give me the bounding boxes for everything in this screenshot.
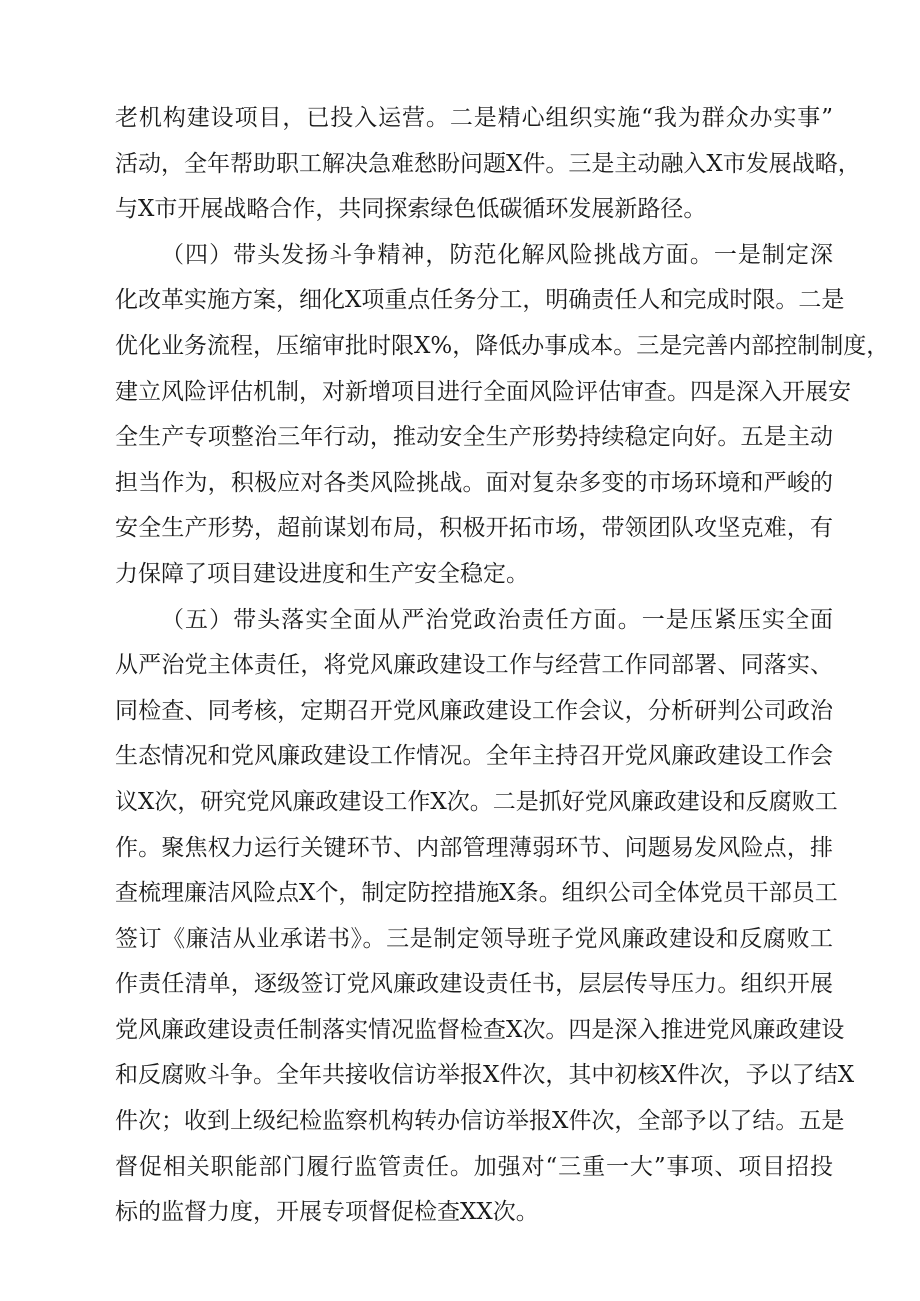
text-line: 老机构建设项目，已投入运营。二是精心组织实施“我为群众办实事” (115, 105, 833, 131)
text-line: 督促相关职能部门履行监管责任。加强对“三重一大”事项、项目招投 (115, 1153, 833, 1180)
text-line: 作。聚焦权力运行关键环节、内部管理薄弱环节、问题易发风险点，排 (115, 834, 833, 861)
paragraph-4-heading-line: （四）带头发扬斗争精神，防范化解风险挑战方面。一是制定深 (161, 241, 833, 268)
text-line: 生态情况和党风廉政建设工作情况。全年主持召开党风廉政建设工作会 (115, 743, 833, 770)
text-line: 化改革实施方案，细化X项重点任务分工，明确责任人和完成时限。二是 (115, 287, 845, 314)
paragraph-4 (115, 233, 890, 598)
text-line: 标的监督力度，开展专项督促检查XX次。 (115, 1199, 539, 1226)
text-line: 查梳理廉洁风险点X个，制定防控措施X条。组织公司全体党员干部员工 (115, 880, 838, 907)
text-line: 和反腐败斗争。全年共接收信访举报X件次，其中初核X件次，予以了结X (115, 1062, 855, 1089)
text-line: 从严治党主体责任，将党风廉政建设工作与经营工作同部署、同落实、 (115, 652, 833, 679)
text-line: 担当作为，积极应对各类风险挑战。面对复杂多变的市场环境和严峻的 (115, 469, 833, 496)
text-line: 力保障了项目建设进度和生产安全稳定。 (115, 560, 529, 587)
text-line: 党风廉政建设责任制落实情况监督检查X次。四是深入推进党风廉政建设 (115, 1016, 845, 1043)
paragraph-5-heading-line: （五）带头落实全面从严治党政治责任方面。一是压紧压实全面 (161, 606, 833, 633)
text-line: 活动，全年帮助职工解决急难愁盼问题X件。三是主动融入X市发展战略， (115, 150, 861, 177)
text-line: 签订《廉洁从业承诺书》。三是制定领导班子党风廉政建设和反腐败工 (115, 925, 833, 952)
text-line: 建立风险评估机制，对新增项目进行全面风险评估审查。四是深入开展安 (115, 378, 851, 405)
text-line: 与X市开展战略合作，共同探索绿色低碳循环发展新路径。 (115, 196, 707, 223)
text-line: 优化业务流程，压缩审批时限X%，降低办事成本。三是完善内部控制制度， (115, 332, 890, 359)
text-line: 同检查、同考核，定期召开党风廉政建设工作会议，分析研判公司政治 (115, 697, 833, 724)
paragraph-continuation (115, 96, 861, 233)
text-line: 件次；收到上级纪检监察机构转办信访举报X件次，全部予以了结。五是 (115, 1108, 845, 1135)
text-line: 作责任清单，逐级签订党风廉政建设责任书，层层传导压力。组织开展 (115, 971, 833, 998)
text-line: 安全生产形势，超前谋划布局，积极开拓市场，带领团队攻坚克难，有 (115, 515, 833, 542)
paragraph-5 (115, 598, 855, 1236)
text-line: 全生产专项整治三年行动，推动安全生产形势持续稳定向好。五是主动 (115, 424, 833, 451)
document-body (115, 96, 890, 1236)
text-line: 议X次，研究党风廉政建设工作X次。二是抓好党风廉政建设和反腐败工 (115, 788, 838, 815)
